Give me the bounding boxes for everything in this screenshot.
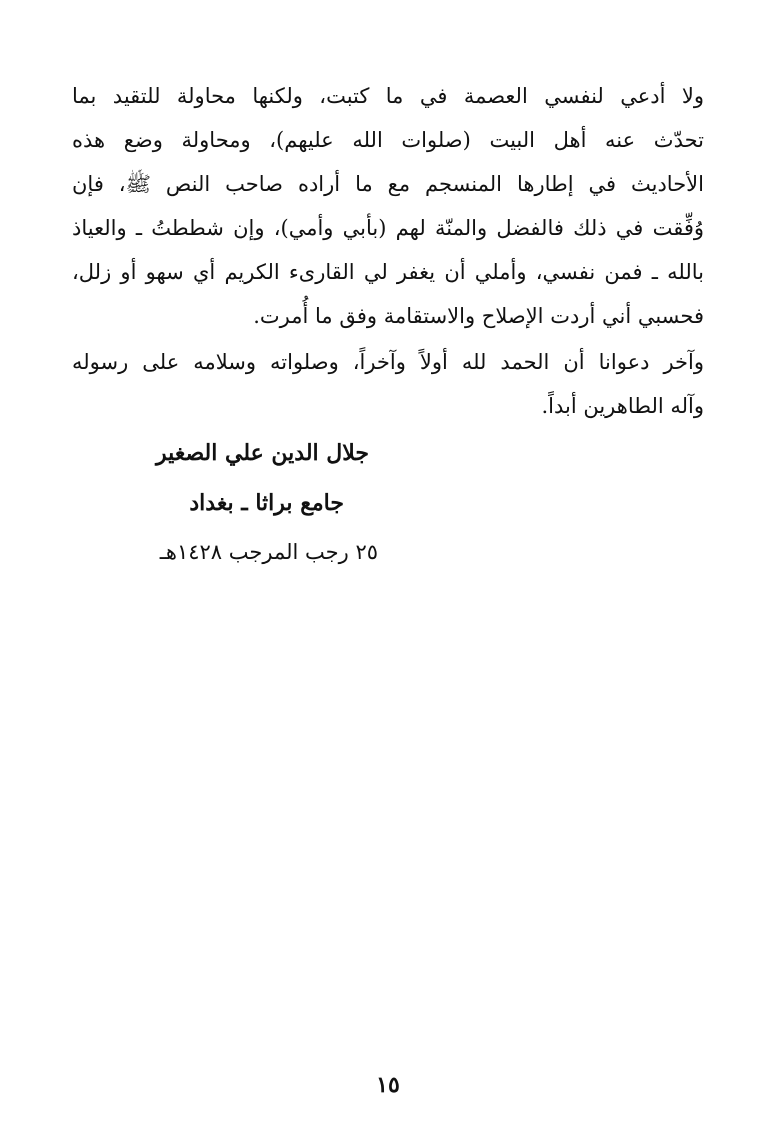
- final-prayer-paragraph: [72, 340, 704, 428]
- author-name: جلال الدين علي الصغير: [156, 440, 369, 466]
- signature-date: ٢٥ رجب المرجب ١٤٢٨هـ: [159, 540, 378, 564]
- closing-paragraph: [72, 74, 704, 338]
- paragraph-line: فحسبي أني أردت الإصلاح والاستقامة وفق ما أُمرت.: [253, 304, 704, 328]
- paragraph-line: تحدّث عنه أهل البيت (صلوات الله عليهم)، ومحاولة وضع هذه: [72, 128, 704, 152]
- author-place: جامع براثا ـ بغداد: [189, 490, 344, 516]
- paragraph-line: وآخر دعوانا أن الحمد لله أولاً وآخراً، وصلواته وسلامه على رسوله: [72, 350, 704, 374]
- paragraph-line: بالله ـ فمن نفسي، وأملي أن يغفر لي القارىء الكريم أي سهو أو زلل،: [72, 260, 704, 284]
- page-number: ١٥: [376, 1072, 400, 1098]
- paragraph-line: الأحاديث في إطارها المنسجم مع ما أراده صاحب النص ﷺ، فإن: [72, 172, 704, 196]
- paragraph-line: وآله الطاهرين أبداً.: [541, 394, 704, 418]
- paragraph-line: وُفِّقت في ذلك فالفضل والمنّة لهم (بأبي وأمي)، وإن شططتُ ـ والعياذ: [72, 216, 704, 240]
- paragraph-line: ولا أدعي لنفسي العصمة في ما كتبت، ولكنها محاولة للتقيد بما: [72, 84, 704, 108]
